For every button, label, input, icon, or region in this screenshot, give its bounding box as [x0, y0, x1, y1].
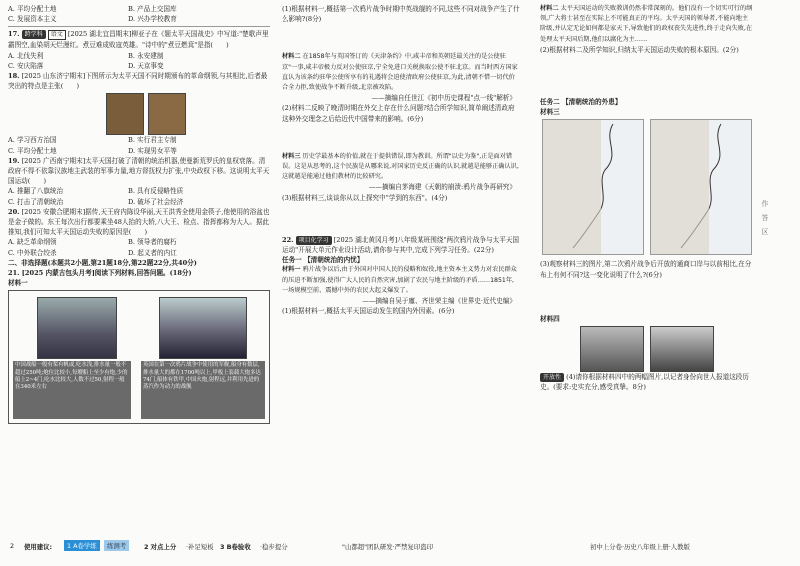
q17-options-row2 [8, 61, 270, 71]
material1-caption-right: 英国在第一次鸦片战争中使用的军舰,船身有数层,排水量大的都在1700吨以上,甲板上装载大炮多达74门,船体有铁甲,中国火炮,射程远,并利用先进的蒸汽作为动力的战舰 [141, 361, 265, 419]
book-cover-image-2 [148, 93, 186, 135]
answer-area-vertical-label: 作 答 区 [761, 200, 769, 235]
q17-opt-c: C. 安庆陷落 [8, 61, 44, 70]
treaty-ports-map-2 [650, 119, 752, 255]
q17-options [8, 51, 270, 61]
q16-opt-a: A. 平均分配土地 [8, 5, 57, 13]
material2-text: 在1858年与英国签订的《天津条约》中,咸丰帝和英朝廷最关注的是公使驻京"一事,咸丰帝极力反对公使驻京,宁全免进口关税换取公使不驻北京。而当时西方国家直认为该条约驻华公使所享有的礼遇将会迫使清政府公使驻京,为此,清朝不惜一切代价合全力拒,致使战争不断升级,北京被攻陷。 [282, 53, 518, 92]
book-cover-image-1 [106, 93, 144, 135]
q22-material2-label: 材料二 [540, 5, 559, 12]
q20-number: 20. [8, 207, 20, 216]
q20-opt-d: D. 起义者的内讧 [128, 248, 177, 257]
q21-title: 21. [2025 内蒙古包头月考]阅读下列材料,回答问题。(18分) [8, 269, 192, 278]
q19 [8, 156, 270, 187]
q22-material1-text: 鸦片战争以后,由于外国对中国人民的侵略和奴役,地主资本主义势力对农民群众的压迫不断加强,使得广大人民的自然灾害,加剧了农民与地主阶级的矛盾……1851年,一场规模空前、震撼中外的农民大起义爆发了。 [282, 266, 517, 294]
q18-number: 18. [8, 72, 20, 81]
q22-4-tag: 开放性 [540, 373, 564, 382]
q17-subject: 语文 [48, 30, 66, 40]
footer-center-text: "山都超"团队研发·严禁复印盗印 [342, 543, 433, 551]
q16-opt-c: C. 发展资本主义 [8, 15, 57, 24]
q22-material1-label: 材料一 [282, 266, 301, 274]
q19-opt-b: B. 具有反侵略性质 [128, 187, 184, 196]
q20-opt-c: C. 中外联合绞杀 [8, 248, 57, 257]
answer-space [282, 24, 520, 52]
q22-number: 22. [282, 235, 294, 244]
q22-material3-label: 材料三 [540, 108, 560, 117]
material2 [282, 52, 520, 93]
divider [8, 26, 270, 27]
step3-sub: ·稳步提分 [260, 543, 288, 551]
answer-space [540, 280, 754, 314]
answer-space [282, 203, 520, 235]
material4-label: 材料四 [540, 314, 560, 323]
q19-opt-a: A. 推翻了八旗统治 [8, 187, 64, 196]
q20 [8, 207, 270, 238]
answer-space [282, 124, 520, 152]
q19-text: [2025 广西南宁期末]太平天国打破了清朝的统治机器,使曼新荒罗氏的皇权衰落。清政府不得不依靠汉族地主武装的军事力量,地方督抚权力扩张,中央政权下移。这说明太平天国运动( ) [8, 156, 270, 186]
ruins-photo-1 [580, 326, 644, 372]
q16-opt-d: D. 兴办学校教育 [128, 15, 177, 24]
q17-number: 17. [8, 30, 20, 39]
material3-label: 材料三 [282, 152, 301, 160]
q19-options [8, 186, 270, 196]
q21-1: (1)根据材料一,概括第一次鸦片战争时期中英战舰的不同,这些不同对战争产生了什么影响?(8分) [282, 5, 520, 24]
q20-opt-b: B. 领导者的腐朽 [128, 238, 177, 247]
material1-caption-left: 中国战船一般有桨有帆或,吃水浅,排水量一般不超过250吨;炮位比较小,每艘船上至少有炮,少的船上2~4门,吃水比较大,人数不过50,射程一般在340米左右 [13, 361, 131, 419]
right-column [540, 4, 754, 392]
step3: 3 B卷验收 [220, 543, 251, 551]
q19-number: 19. [8, 156, 20, 165]
middle-column [282, 4, 520, 316]
q22-material1 [282, 265, 520, 296]
q19-opt-c: C. 打击了清朝统治 [8, 197, 64, 206]
q22-tag: 项目化学习 [296, 236, 332, 245]
q18-opt-a: A. 学习西方治国 [8, 136, 57, 145]
material2-source: ——摘编自任世江《初中历史课程"点一线"解析》 [371, 94, 516, 103]
task1-title: 任务一 【清朝统治的内忧】 [282, 256, 364, 265]
q17-opt-d: D. 天京事变 [128, 61, 164, 70]
q22-4 [540, 372, 754, 392]
q22-material1-source: ——摘编自吴于廑、齐世荣主编《世界史·近代史编》 [362, 297, 516, 306]
material3 [282, 152, 520, 183]
section-2-title: 二、非选择题(本题共2小题,第21题18分,第22题22分,共40分) [8, 258, 197, 267]
material3-source: ——摘编自茅海建《天朝的崩溃:鸦片战争再研究》 [368, 183, 516, 192]
coastline-svg-2 [651, 120, 751, 254]
page-number: 2 [10, 542, 15, 550]
left-column [8, 4, 270, 424]
chinese-junk-image [37, 297, 117, 359]
step2-sub: ·补足短板 [186, 543, 214, 551]
q21-3: (3)根据材料三,谈谈你从以上探究中"学到的东西"。(4分) [282, 193, 448, 202]
q18-options [8, 135, 270, 145]
material3-text: 历史学最基本的价值,就在于提供错误,即为教训。所谓"以史为鉴",正是面对错误。这是从思考的,这个民族是从哪来说,对国家历史反正确的认识,就越是能够正确认识,这就越是能通过他们教材的比较研究。 [282, 152, 519, 181]
q17-tag: 跨学科 [22, 30, 46, 39]
ruins-photo-2 [650, 326, 714, 372]
coastline-svg-1 [543, 120, 643, 254]
q21-material1-label: 材料一 [8, 279, 28, 288]
q17-opt-b: B. 永安建制 [128, 51, 164, 60]
q22-3: (3)观察材料三的图片,第二次鸦片战争后开放的通商口岸与以前相比,在分布上有何不同?这一变化说明了什么?(6分) [540, 260, 752, 279]
q20-options [8, 237, 270, 247]
q19-options-row2 [8, 197, 270, 207]
usage-label: 使用建议: [24, 543, 53, 551]
q17-opt-a: A. 北伐失利 [8, 51, 44, 60]
q16-options-row2 [8, 14, 270, 24]
q19-opt-d: D. 破坏了社会经济 [128, 197, 184, 206]
step1-sub: 练测考 [104, 540, 129, 551]
q18-options-row2 [8, 146, 270, 156]
q20-text: [2025 安徽合肥期末]据传,天王府内陈设华丽,天王洪秀全使用金筷子,他使用的浴盆也是金子做的。东王每次出行都要乘坐48人抬的大轿,八大王、检点、指挥都称为大人。据此推知,我们可知太平天国运动失败的原因是( ) [8, 207, 270, 237]
treaty-ports-map-1 [542, 119, 644, 255]
q22-material2-text: 太平天国运动的失败教训仍然非常深刻的。他们没有一个切实可行的纲领,广大将士甚至在实际上不可能真正的平均。太平天国的领导者,不能向地主阶级,并认定无论如何都是家天下,导致他们的政权丧失先进性,终于走向失败,在处理太平天国后期,他们以腐化为主…… [540, 5, 753, 43]
british-warship-image [159, 297, 247, 359]
q18 [8, 71, 270, 91]
q21-2: (2)材料二反映了晚清时期在外交上存在什么问题?结合所学知识,简单阐述清政府这种外交理念之后给近代中国带来的影响。(6分) [282, 104, 515, 123]
material3-maps [540, 117, 754, 259]
q20-options-row2 [8, 248, 270, 258]
task2-title: 任务二 【清朝统治的外患】 [540, 98, 622, 107]
q18-opt-b: B. 实行君主专制 [128, 136, 177, 145]
q18-text: [2025 山东济宁期末]下图所示为太平天国不同时期颁布的革命纲领,与其相比,后者最突出的特点是主张( ) [8, 72, 268, 91]
q22-1: (1)根据材料一,概括太平天国运动发生的国内外因素。(6分) [282, 307, 455, 316]
q18-images [8, 91, 270, 135]
q22 [282, 235, 520, 255]
q20-opt-a: A. 缺乏革命纲领 [8, 238, 57, 247]
q22-text: [2025 湖北黄冈月考]八年级某班围绕"两次鸦片战争与太平天国运动"开展大单元作业设计活动,请你参与其中,完成下列学习任务。(22分) [282, 235, 520, 255]
step2: 2 对点上分 [144, 543, 177, 551]
material1-box [8, 290, 270, 424]
footer [0, 538, 800, 558]
material4-photos [540, 324, 754, 372]
q22-4-text: (4)请你根据材料四中的两幅图片,以记者身份向世人报道这段历史。(要求:史实充分,感受真挚。8分) [540, 373, 749, 392]
q22-2: (2)根据材料二及所学知识,归纳太平天国运动失败的根本原因。(2分) [540, 45, 739, 54]
q18-opt-c: C. 平均分配土地 [8, 146, 57, 155]
step1-badge: 1 A卷学练 [64, 540, 100, 551]
answer-space [540, 55, 754, 97]
q16-options [8, 4, 270, 14]
material2-label: 材料二 [282, 53, 301, 61]
q18-opt-d: D. 实现男女平等 [128, 146, 177, 155]
q17-text: [2025 湖北宜昌期末]柳亚子在《题太平天国战史》中写道:"楚歌声里霸图空,血染胡天烂漫红。煮豆难成败寇英雄。"诗中的"煮豆燃萁"是指( ) [8, 30, 269, 50]
footer-right-text: 初中上分卷·历史八年级上册·人教版 [590, 543, 690, 551]
q17 [8, 29, 270, 50]
q22-material2 [540, 4, 754, 45]
q16-opt-b: B. 产品上交国库 [128, 5, 177, 13]
